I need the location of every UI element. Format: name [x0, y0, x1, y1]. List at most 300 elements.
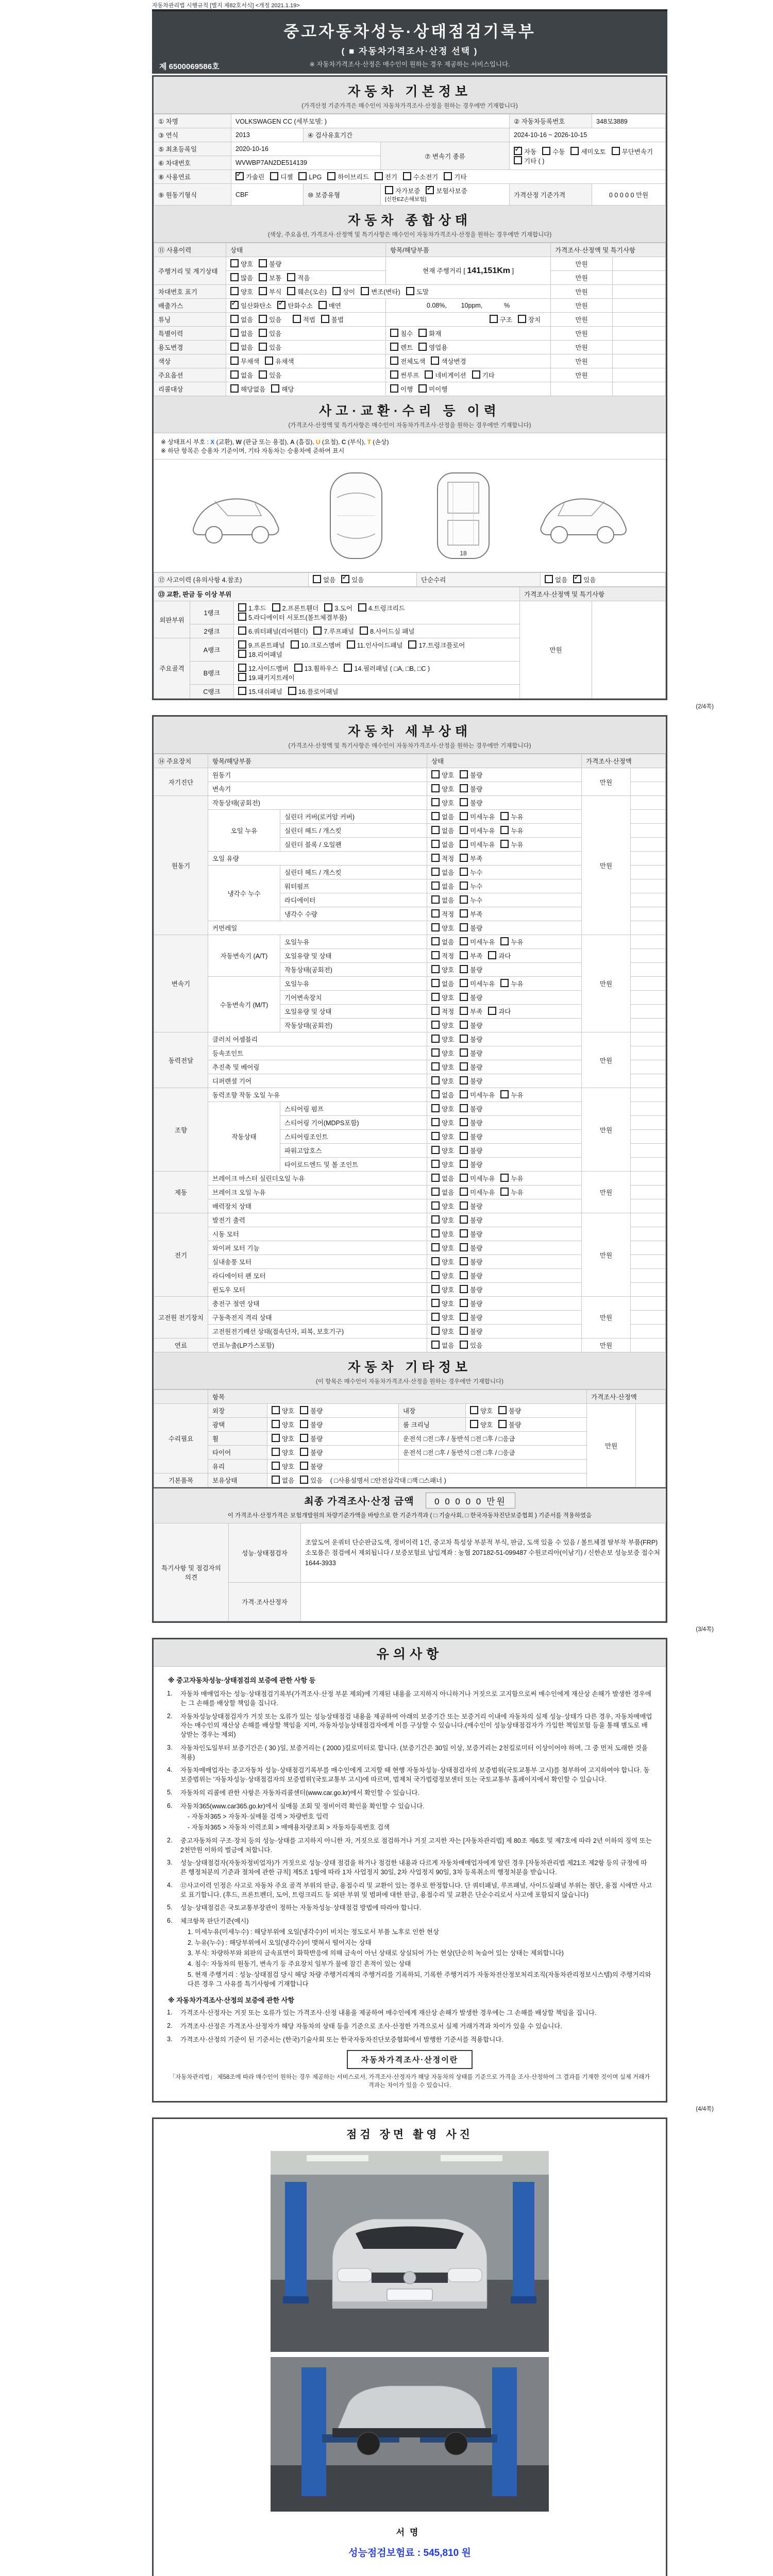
- checkbox-option[interactable]: [573, 575, 596, 584]
- checkbox-option[interactable]: [265, 357, 294, 366]
- checkbox-option[interactable]: [230, 329, 253, 338]
- checkbox-option[interactable]: [375, 172, 397, 181]
- checkbox-option[interactable]: [460, 923, 482, 933]
- checkbox-icon[interactable]: [272, 1476, 280, 1484]
- checkbox-icon[interactable]: [230, 315, 239, 323]
- checkbox-icon[interactable]: [230, 287, 239, 295]
- checkbox-option[interactable]: [460, 1062, 482, 1072]
- checkbox-icon[interactable]: [360, 626, 368, 635]
- checkbox-icon[interactable]: [431, 1174, 440, 1182]
- checkbox-option[interactable]: [431, 937, 454, 946]
- checkbox-option[interactable]: [259, 370, 281, 380]
- checkbox-icon[interactable]: [230, 384, 239, 393]
- checkbox-icon[interactable]: [431, 1271, 440, 1279]
- checkbox-option[interactable]: [238, 673, 295, 682]
- checkbox-option[interactable]: [431, 826, 454, 835]
- checkbox-icon[interactable]: [488, 1007, 496, 1015]
- checkbox-option[interactable]: [230, 301, 272, 310]
- checkbox-icon[interactable]: [542, 147, 550, 155]
- checkbox-icon[interactable]: [431, 923, 440, 931]
- checkbox-option[interactable]: [470, 1406, 493, 1415]
- checkbox-option[interactable]: [431, 1146, 454, 1155]
- checkbox-icon[interactable]: [460, 937, 468, 945]
- checkbox-option[interactable]: [460, 1048, 482, 1058]
- checkbox-option[interactable]: [460, 812, 495, 821]
- checkbox-option[interactable]: [460, 1146, 482, 1155]
- checkbox-icon[interactable]: [418, 329, 427, 337]
- checkbox-icon[interactable]: [230, 259, 239, 267]
- checkbox-option[interactable]: [291, 640, 341, 650]
- checkbox-option[interactable]: [431, 1229, 454, 1239]
- checkbox-option[interactable]: [460, 937, 495, 946]
- checkbox-icon[interactable]: [230, 273, 239, 281]
- checkbox-icon[interactable]: [287, 273, 295, 281]
- checkbox-option[interactable]: [313, 626, 354, 636]
- checkbox-icon[interactable]: [344, 664, 352, 672]
- checkbox-icon[interactable]: [460, 1201, 468, 1210]
- checkbox-option[interactable]: [431, 909, 454, 919]
- checkbox-option[interactable]: [460, 1188, 495, 1197]
- checkbox-icon[interactable]: [361, 287, 369, 295]
- checkbox-icon[interactable]: [460, 868, 468, 876]
- checkbox-option[interactable]: [460, 1229, 482, 1239]
- checkbox-icon[interactable]: [460, 965, 468, 973]
- checkbox-icon[interactable]: [408, 640, 416, 649]
- checkbox-icon[interactable]: [431, 1007, 440, 1015]
- checkbox-option[interactable]: [431, 812, 454, 821]
- checkbox-option[interactable]: [313, 575, 335, 584]
- checkbox-option[interactable]: [460, 951, 482, 960]
- checkbox-option[interactable]: [431, 882, 454, 891]
- checkbox-icon[interactable]: [460, 770, 468, 778]
- checkbox-option[interactable]: [272, 1406, 294, 1415]
- checkbox-option[interactable]: [272, 603, 319, 613]
- checkbox-option[interactable]: [460, 1090, 495, 1099]
- checkbox-option[interactable]: [460, 882, 482, 891]
- checkbox-icon[interactable]: [460, 1021, 468, 1029]
- checkbox-icon[interactable]: [460, 909, 468, 918]
- checkbox-option[interactable]: [238, 664, 289, 673]
- checkbox-option[interactable]: [360, 626, 414, 636]
- checkbox-option[interactable]: [460, 1118, 482, 1127]
- checkbox-icon[interactable]: [460, 951, 468, 959]
- checkbox-icon[interactable]: [460, 1327, 468, 1335]
- checkbox-icon[interactable]: [390, 329, 398, 337]
- checkbox-icon[interactable]: [431, 1243, 440, 1251]
- checkbox-option[interactable]: [341, 575, 364, 584]
- checkbox-option[interactable]: [300, 1462, 323, 1471]
- checkbox-option[interactable]: [298, 172, 322, 181]
- checkbox-option[interactable]: [431, 1062, 454, 1072]
- checkbox-icon[interactable]: [390, 343, 398, 351]
- checkbox-option[interactable]: [300, 1434, 323, 1443]
- checkbox-option[interactable]: [514, 147, 536, 156]
- checkbox-option[interactable]: [238, 613, 347, 622]
- checkbox-icon[interactable]: [291, 640, 299, 649]
- checked-checkbox-icon[interactable]: [341, 575, 349, 583]
- checkbox-option[interactable]: [460, 1215, 482, 1225]
- checkbox-icon[interactable]: [431, 1048, 440, 1057]
- checkbox-option[interactable]: [230, 315, 253, 324]
- checkbox-option[interactable]: [498, 1420, 521, 1429]
- checkbox-icon[interactable]: [318, 301, 327, 309]
- checkbox-icon[interactable]: [431, 1215, 440, 1224]
- checkbox-icon[interactable]: [460, 993, 468, 1001]
- checkbox-option[interactable]: [460, 1313, 482, 1322]
- checkbox-option[interactable]: [431, 1285, 454, 1294]
- checkbox-option[interactable]: [238, 687, 282, 696]
- checkbox-icon[interactable]: [358, 603, 366, 612]
- checkbox-option[interactable]: [300, 1448, 323, 1457]
- checkbox-icon[interactable]: [460, 1146, 468, 1154]
- checkbox-option[interactable]: [238, 603, 266, 613]
- checkbox-icon[interactable]: [431, 1132, 440, 1140]
- checkbox-option[interactable]: [498, 1406, 521, 1415]
- checkbox-option[interactable]: [500, 1188, 523, 1197]
- checkbox-icon[interactable]: [460, 826, 468, 834]
- checkbox-icon[interactable]: [460, 1007, 468, 1015]
- checkbox-option[interactable]: [472, 370, 495, 380]
- checkbox-option[interactable]: [490, 315, 512, 324]
- checkbox-option[interactable]: [431, 770, 454, 779]
- checkbox-icon[interactable]: [431, 1160, 440, 1168]
- checkbox-icon[interactable]: [518, 315, 526, 323]
- checkbox-icon[interactable]: [500, 812, 509, 820]
- checkbox-option[interactable]: [431, 1257, 454, 1266]
- checkbox-icon[interactable]: [500, 1090, 509, 1098]
- checkbox-icon[interactable]: [259, 343, 267, 351]
- checkbox-icon[interactable]: [390, 384, 398, 393]
- checkbox-option[interactable]: [230, 287, 253, 296]
- checkbox-option[interactable]: [408, 640, 465, 650]
- checkbox-option[interactable]: [500, 826, 523, 835]
- checkbox-icon[interactable]: [431, 854, 440, 862]
- checkbox-icon[interactable]: [470, 1406, 478, 1414]
- checkbox-icon[interactable]: [259, 315, 267, 323]
- checkbox-option[interactable]: [390, 343, 413, 352]
- checkbox-option[interactable]: [431, 1188, 454, 1197]
- checkbox-icon[interactable]: [514, 156, 522, 164]
- checkbox-icon[interactable]: [460, 923, 468, 931]
- checkbox-icon[interactable]: [431, 965, 440, 973]
- checkbox-option[interactable]: [460, 1271, 482, 1280]
- checkbox-icon[interactable]: [460, 1076, 468, 1084]
- checkbox-option[interactable]: [431, 1299, 454, 1308]
- checkbox-icon[interactable]: [431, 1090, 440, 1098]
- checkbox-option[interactable]: [277, 301, 312, 310]
- checkbox-option[interactable]: [431, 951, 454, 960]
- checkbox-icon[interactable]: [431, 1188, 440, 1196]
- checkbox-icon[interactable]: [431, 1257, 440, 1265]
- checkbox-option[interactable]: [259, 273, 281, 282]
- checkbox-icon[interactable]: [472, 370, 480, 379]
- checkbox-icon[interactable]: [347, 640, 355, 649]
- checkbox-icon[interactable]: [431, 1118, 440, 1126]
- checkbox-icon[interactable]: [271, 384, 279, 393]
- checkbox-option[interactable]: [426, 186, 467, 195]
- checkbox-icon[interactable]: [418, 343, 427, 351]
- checkbox-option[interactable]: [460, 1327, 482, 1336]
- checkbox-icon[interactable]: [431, 937, 440, 945]
- checkbox-option[interactable]: [300, 1406, 323, 1415]
- checkbox-icon[interactable]: [460, 1313, 468, 1321]
- checkbox-option[interactable]: [390, 384, 413, 394]
- checkbox-option[interactable]: [460, 895, 482, 905]
- checkbox-icon[interactable]: [498, 1406, 507, 1414]
- checkbox-option[interactable]: [431, 993, 454, 1002]
- checkbox-icon[interactable]: [545, 575, 553, 583]
- checkbox-icon[interactable]: [230, 329, 239, 337]
- checkbox-icon[interactable]: [460, 1132, 468, 1140]
- checkbox-icon[interactable]: [272, 1448, 280, 1456]
- checkbox-icon[interactable]: [385, 186, 393, 194]
- checkbox-option[interactable]: [460, 1021, 482, 1030]
- checkbox-option[interactable]: [431, 1327, 454, 1336]
- checkbox-option[interactable]: [460, 1160, 482, 1169]
- checkbox-icon[interactable]: [431, 826, 440, 834]
- checkbox-option[interactable]: [287, 287, 327, 296]
- checkbox-icon[interactable]: [460, 812, 468, 820]
- checkbox-option[interactable]: [272, 1434, 294, 1443]
- checkbox-icon[interactable]: [612, 147, 620, 155]
- checkbox-icon[interactable]: [431, 812, 440, 820]
- checkbox-icon[interactable]: [288, 687, 296, 695]
- checkbox-option[interactable]: [300, 1476, 323, 1485]
- checkbox-option[interactable]: [324, 603, 352, 613]
- checkbox-icon[interactable]: [431, 1104, 440, 1112]
- checked-checkbox-icon[interactable]: [426, 186, 434, 194]
- checkbox-option[interactable]: [460, 1341, 482, 1350]
- checked-checkbox-icon[interactable]: [230, 301, 239, 309]
- checkbox-option[interactable]: [431, 1090, 454, 1099]
- checkbox-option[interactable]: [500, 1174, 523, 1183]
- checkbox-icon[interactable]: [431, 1299, 440, 1307]
- checkbox-icon[interactable]: [460, 1257, 468, 1265]
- checkbox-option[interactable]: [431, 979, 454, 988]
- checkbox-icon[interactable]: [313, 626, 322, 635]
- checkbox-option[interactable]: [259, 287, 281, 296]
- checkbox-icon[interactable]: [460, 1174, 468, 1182]
- checkbox-icon[interactable]: [313, 575, 321, 583]
- checkbox-icon[interactable]: [460, 1062, 468, 1071]
- checkbox-option[interactable]: [545, 575, 567, 584]
- checkbox-option[interactable]: [418, 343, 447, 352]
- checkbox-option[interactable]: [321, 315, 344, 324]
- checkbox-icon[interactable]: [300, 1476, 308, 1484]
- checkbox-icon[interactable]: [460, 1160, 468, 1168]
- checkbox-option[interactable]: [488, 951, 511, 960]
- checkbox-option[interactable]: [418, 329, 441, 338]
- checkbox-icon[interactable]: [460, 1341, 468, 1349]
- checkbox-icon[interactable]: [431, 1146, 440, 1154]
- checkbox-icon[interactable]: [238, 613, 246, 621]
- checkbox-option[interactable]: [570, 147, 606, 156]
- checkbox-icon[interactable]: [570, 147, 579, 155]
- checkbox-icon[interactable]: [272, 1406, 280, 1414]
- checkbox-option[interactable]: [385, 186, 420, 195]
- checkbox-option[interactable]: [403, 172, 438, 181]
- checkbox-icon[interactable]: [272, 1462, 280, 1470]
- checkbox-option[interactable]: [460, 784, 482, 793]
- checkbox-icon[interactable]: [300, 1420, 308, 1428]
- checkbox-option[interactable]: [470, 1420, 493, 1429]
- checkbox-icon[interactable]: [431, 1062, 440, 1071]
- checkbox-icon[interactable]: [460, 1271, 468, 1279]
- checkbox-option[interactable]: [612, 147, 653, 156]
- checkbox-option[interactable]: [431, 1118, 454, 1127]
- checkbox-icon[interactable]: [431, 1035, 440, 1043]
- checkbox-option[interactable]: [542, 147, 565, 156]
- checkbox-option[interactable]: [238, 650, 282, 659]
- checkbox-option[interactable]: [500, 840, 523, 849]
- checkbox-option[interactable]: [358, 603, 405, 613]
- checkbox-icon[interactable]: [431, 1313, 440, 1321]
- checkbox-icon[interactable]: [500, 826, 509, 834]
- checkbox-option[interactable]: [500, 1090, 523, 1099]
- checkbox-icon[interactable]: [238, 664, 246, 672]
- checkbox-option[interactable]: [460, 1104, 482, 1113]
- checkbox-icon[interactable]: [431, 1341, 440, 1349]
- checkbox-icon[interactable]: [431, 979, 440, 987]
- checkbox-icon[interactable]: [460, 1090, 468, 1098]
- checkbox-icon[interactable]: [259, 259, 267, 267]
- checkbox-option[interactable]: [344, 664, 430, 673]
- checkbox-option[interactable]: [238, 626, 308, 636]
- checkbox-option[interactable]: [259, 315, 281, 324]
- checkbox-icon[interactable]: [460, 798, 468, 806]
- checkbox-option[interactable]: [431, 1243, 454, 1252]
- checkbox-icon[interactable]: [431, 909, 440, 918]
- checkbox-icon[interactable]: [270, 172, 278, 180]
- checkbox-option[interactable]: [460, 770, 482, 779]
- checkbox-icon[interactable]: [460, 1188, 468, 1196]
- checkbox-icon[interactable]: [390, 370, 398, 379]
- checkbox-option[interactable]: [488, 1007, 511, 1016]
- checked-checkbox-icon[interactable]: [277, 301, 285, 309]
- checkbox-option[interactable]: [431, 1132, 454, 1141]
- checkbox-option[interactable]: [230, 357, 259, 366]
- checkbox-icon[interactable]: [403, 172, 411, 180]
- checkbox-icon[interactable]: [298, 172, 307, 180]
- checkbox-option[interactable]: [431, 868, 454, 877]
- checkbox-option[interactable]: [425, 370, 466, 380]
- checked-checkbox-icon[interactable]: [514, 147, 522, 155]
- checkbox-icon[interactable]: [431, 357, 439, 365]
- checkbox-icon[interactable]: [460, 1299, 468, 1307]
- checkbox-option[interactable]: [431, 1313, 454, 1322]
- checkbox-icon[interactable]: [460, 895, 468, 904]
- checkbox-option[interactable]: [431, 1104, 454, 1113]
- checkbox-option[interactable]: [500, 937, 523, 946]
- checkbox-option[interactable]: [460, 1299, 482, 1308]
- checkbox-option[interactable]: [460, 840, 495, 849]
- checkbox-option[interactable]: [460, 993, 482, 1002]
- checkbox-option[interactable]: [230, 370, 253, 380]
- checkbox-icon[interactable]: [460, 1104, 468, 1112]
- checkbox-option[interactable]: [390, 357, 425, 366]
- checkbox-option[interactable]: [460, 1257, 482, 1266]
- checkbox-option[interactable]: [514, 156, 544, 165]
- checkbox-option[interactable]: [460, 1201, 482, 1211]
- checkbox-option[interactable]: [431, 1048, 454, 1058]
- checkbox-icon[interactable]: [259, 329, 267, 337]
- checkbox-icon[interactable]: [230, 370, 239, 379]
- checkbox-icon[interactable]: [272, 603, 280, 612]
- checkbox-option[interactable]: [431, 357, 466, 366]
- checkbox-icon[interactable]: [321, 315, 329, 323]
- checked-checkbox-icon[interactable]: [236, 172, 244, 180]
- checkbox-icon[interactable]: [375, 172, 383, 180]
- checkbox-option[interactable]: [460, 1285, 482, 1294]
- checkbox-icon[interactable]: [460, 1215, 468, 1224]
- checkbox-icon[interactable]: [431, 1285, 440, 1293]
- checkbox-icon[interactable]: [460, 1035, 468, 1043]
- checkbox-option[interactable]: [270, 172, 293, 181]
- checkbox-icon[interactable]: [500, 937, 509, 945]
- checkbox-option[interactable]: [431, 1160, 454, 1169]
- checkbox-option[interactable]: [272, 1420, 294, 1429]
- checkbox-icon[interactable]: [460, 784, 468, 792]
- checkbox-icon[interactable]: [300, 1462, 308, 1470]
- checkbox-icon[interactable]: [238, 650, 246, 658]
- checkbox-icon[interactable]: [425, 370, 433, 379]
- checkbox-option[interactable]: [230, 343, 253, 352]
- checkbox-icon[interactable]: [238, 626, 246, 635]
- checkbox-icon[interactable]: [287, 287, 295, 295]
- checkbox-icon[interactable]: [460, 854, 468, 862]
- checkbox-icon[interactable]: [300, 1448, 308, 1456]
- checkbox-option[interactable]: [288, 687, 339, 696]
- checkbox-icon[interactable]: [460, 882, 468, 890]
- checkbox-option[interactable]: [460, 798, 482, 807]
- checkbox-icon[interactable]: [259, 370, 267, 379]
- checkbox-icon[interactable]: [470, 1420, 478, 1428]
- checkbox-option[interactable]: [230, 273, 253, 282]
- checkbox-icon[interactable]: [238, 603, 246, 612]
- checkbox-option[interactable]: [272, 1462, 294, 1471]
- checkbox-icon[interactable]: [431, 951, 440, 959]
- checkbox-icon[interactable]: [431, 882, 440, 890]
- checkbox-option[interactable]: [431, 1341, 454, 1350]
- checkbox-option[interactable]: [272, 1476, 294, 1485]
- checkbox-icon[interactable]: [431, 1229, 440, 1238]
- checkbox-icon[interactable]: [230, 357, 239, 365]
- checkbox-icon[interactable]: [332, 287, 341, 295]
- checkbox-icon[interactable]: [431, 798, 440, 806]
- checkbox-option[interactable]: [332, 287, 355, 296]
- checkbox-option[interactable]: [460, 826, 495, 835]
- checkbox-option[interactable]: [431, 965, 454, 974]
- checkbox-option[interactable]: [500, 812, 523, 821]
- checkbox-icon[interactable]: [444, 172, 452, 180]
- checkbox-option[interactable]: [238, 640, 285, 650]
- checkbox-option[interactable]: [460, 1132, 482, 1141]
- checkbox-option[interactable]: [460, 979, 495, 988]
- checkbox-icon[interactable]: [300, 1406, 308, 1414]
- checkbox-icon[interactable]: [460, 1243, 468, 1251]
- checkbox-icon[interactable]: [431, 784, 440, 792]
- checkbox-icon[interactable]: [418, 384, 427, 393]
- checkbox-icon[interactable]: [230, 343, 239, 351]
- checkbox-option[interactable]: [460, 909, 482, 919]
- checkbox-icon[interactable]: [406, 287, 414, 295]
- checkbox-option[interactable]: [431, 784, 454, 793]
- checkbox-icon[interactable]: [431, 770, 440, 778]
- checkbox-option[interactable]: [431, 923, 454, 933]
- checkbox-icon[interactable]: [431, 1021, 440, 1029]
- checkbox-option[interactable]: [431, 1215, 454, 1225]
- checkbox-option[interactable]: [431, 895, 454, 905]
